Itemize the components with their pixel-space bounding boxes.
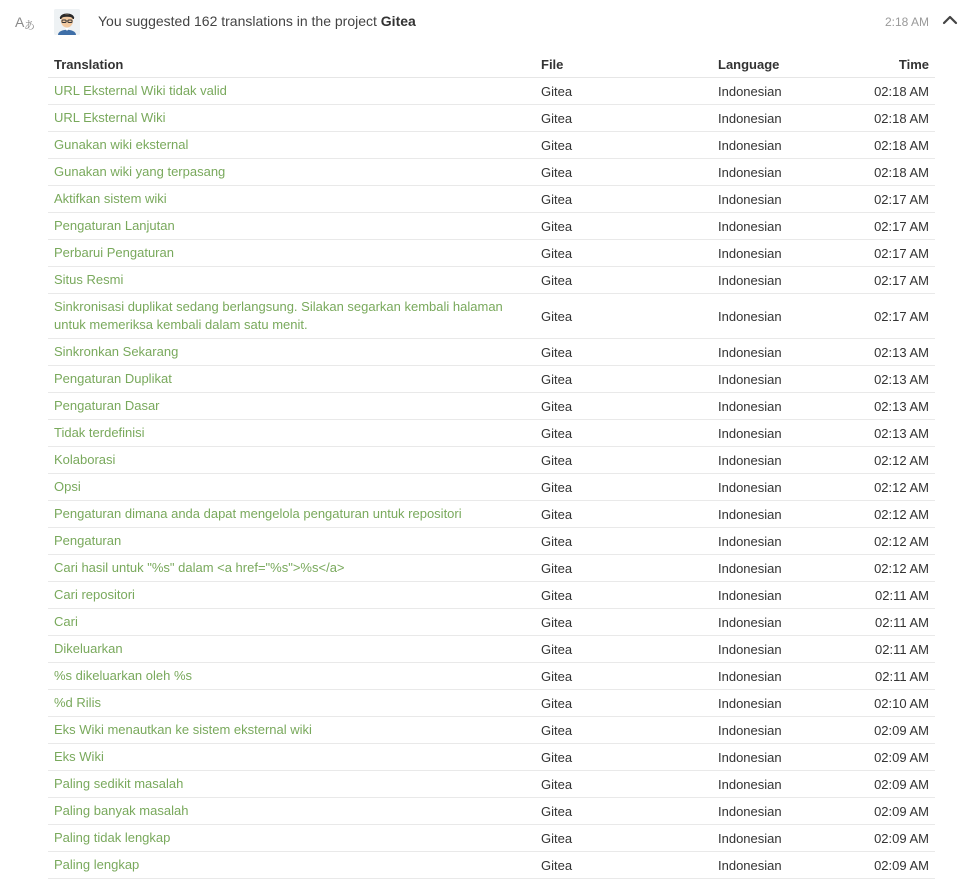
file-cell: Gitea xyxy=(535,366,712,393)
translation-cell xyxy=(48,771,535,798)
language-cell: Indonesian xyxy=(712,393,868,420)
table-row xyxy=(48,159,935,186)
column-header-language: Language xyxy=(712,51,868,78)
language-cell: Indonesian xyxy=(712,240,868,267)
file-cell: Gitea xyxy=(535,798,712,825)
language-cell: Indonesian xyxy=(712,186,868,213)
translation-cell xyxy=(48,528,535,555)
table-row xyxy=(48,105,935,132)
time-cell: 02:13 AM xyxy=(868,420,935,447)
translation-link[interactable]: Sinkronisasi duplikat sedang berlangsung. Silakan segarkan kembali halaman untuk memeriksa kembali dalam satu menit. xyxy=(54,299,503,332)
time-cell: 02:17 AM xyxy=(868,240,935,267)
file-cell: Gitea xyxy=(535,339,712,366)
time-cell: 02:10 AM xyxy=(868,690,935,717)
translation-cell xyxy=(48,420,535,447)
translation-cell xyxy=(48,825,535,852)
translation-cell xyxy=(48,366,535,393)
language-cell: Indonesian xyxy=(712,609,868,636)
language-cell: Indonesian xyxy=(712,447,868,474)
activity-time: 2:18 AM xyxy=(884,15,929,29)
table-header-row xyxy=(48,51,935,78)
language-cell: Indonesian xyxy=(712,294,868,339)
translation-cell xyxy=(48,501,535,528)
table-row xyxy=(48,393,935,420)
table-row xyxy=(48,213,935,240)
file-cell: Gitea xyxy=(535,717,712,744)
translation-link[interactable]: Cari hasil untuk "%s" dalam <a href="%s">%s</a> xyxy=(54,560,345,575)
time-cell: 02:11 AM xyxy=(868,663,935,690)
translation-link[interactable]: Eks Wiki menautkan ke sistem eksternal wiki xyxy=(54,722,312,737)
translation-cell xyxy=(48,582,535,609)
time-cell: 02:12 AM xyxy=(868,474,935,501)
language-cell: Indonesian xyxy=(712,636,868,663)
translation-link[interactable]: Pengaturan dimana anda dapat mengelola pengaturan untuk repositori xyxy=(54,506,462,521)
file-cell: Gitea xyxy=(535,609,712,636)
time-cell: 02:09 AM xyxy=(868,825,935,852)
language-cell: Indonesian xyxy=(712,771,868,798)
column-header-translation: Translation xyxy=(48,51,535,78)
language-cell: Indonesian xyxy=(712,852,868,879)
translation-link[interactable]: Paling lengkap xyxy=(54,857,140,872)
translation-cell xyxy=(48,159,535,186)
table-row xyxy=(48,528,935,555)
translation-link[interactable]: Opsi xyxy=(54,479,81,494)
translation-link[interactable]: Paling tidak lengkap xyxy=(54,830,171,845)
language-cell: Indonesian xyxy=(712,366,868,393)
language-cell: Indonesian xyxy=(712,474,868,501)
time-cell: 02:17 AM xyxy=(868,294,935,339)
time-cell: 02:09 AM xyxy=(868,717,935,744)
translation-cell xyxy=(48,240,535,267)
table-row xyxy=(48,555,935,582)
translation-link[interactable]: Pengaturan Lanjutan xyxy=(54,218,175,233)
translation-link[interactable]: %s dikeluarkan oleh %s xyxy=(54,668,193,683)
translation-cell xyxy=(48,105,535,132)
activity-header xyxy=(0,0,975,44)
translation-link[interactable]: Gunakan wiki yang terpasang xyxy=(54,164,226,179)
translation-link[interactable]: Dikeluarkan xyxy=(54,641,123,656)
translation-cell xyxy=(48,339,535,366)
language-cell: Indonesian xyxy=(712,78,868,105)
svg-text:A: A xyxy=(15,14,25,30)
translation-link[interactable]: Eks Wiki xyxy=(54,749,104,764)
time-cell: 02:13 AM xyxy=(868,366,935,393)
language-cell: Indonesian xyxy=(712,213,868,240)
time-cell: 02:11 AM xyxy=(868,609,935,636)
translation-link[interactable]: Gunakan wiki eksternal xyxy=(54,137,189,152)
file-cell: Gitea xyxy=(535,78,712,105)
file-cell: Gitea xyxy=(535,690,712,717)
table-row xyxy=(48,825,935,852)
table-row xyxy=(48,852,935,879)
translation-cell xyxy=(48,267,535,294)
language-cell: Indonesian xyxy=(712,528,868,555)
language-cell: Indonesian xyxy=(712,159,868,186)
translation-link[interactable]: Perbarui Pengaturan xyxy=(54,245,174,260)
translation-cell xyxy=(48,186,535,213)
table-row xyxy=(48,636,935,663)
time-cell: 02:12 AM xyxy=(868,447,935,474)
file-cell: Gitea xyxy=(535,636,712,663)
table-row xyxy=(48,798,935,825)
translation-cell xyxy=(48,78,535,105)
file-cell: Gitea xyxy=(535,240,712,267)
file-cell: Gitea xyxy=(535,132,712,159)
translation-link[interactable]: Situs Resmi xyxy=(54,272,124,287)
table-row xyxy=(48,267,935,294)
language-cell: Indonesian xyxy=(712,267,868,294)
translation-cell xyxy=(48,798,535,825)
column-header-time: Time xyxy=(868,51,935,78)
translation-link[interactable]: %d Rilis xyxy=(54,695,101,710)
translation-link[interactable]: Cari xyxy=(54,614,78,629)
file-cell: Gitea xyxy=(535,663,712,690)
language-cell: Indonesian xyxy=(712,132,868,159)
table-row xyxy=(48,366,935,393)
file-cell: Gitea xyxy=(535,555,712,582)
translation-link[interactable]: Sinkronkan Sekarang xyxy=(54,344,179,359)
translation-link[interactable]: Aktifkan sistem wiki xyxy=(54,191,167,206)
table-row xyxy=(48,663,935,690)
translation-link[interactable]: Pengaturan Dasar xyxy=(54,398,160,413)
translation-link[interactable]: Pengaturan Duplikat xyxy=(54,371,172,386)
file-cell: Gitea xyxy=(535,105,712,132)
column-header-file: File xyxy=(535,51,712,78)
translation-cell xyxy=(48,717,535,744)
language-cell: Indonesian xyxy=(712,105,868,132)
time-cell: 02:18 AM xyxy=(868,78,935,105)
user-avatar[interactable] xyxy=(54,9,80,35)
svg-text:あ: あ xyxy=(24,19,35,32)
language-cell: Indonesian xyxy=(712,744,868,771)
file-cell: Gitea xyxy=(535,393,712,420)
translation-link[interactable]: Pengaturan xyxy=(54,533,122,548)
file-cell: Gitea xyxy=(535,267,712,294)
translation-cell xyxy=(48,294,535,339)
translation-cell xyxy=(48,744,535,771)
file-cell: Gitea xyxy=(535,744,712,771)
table-row xyxy=(48,690,935,717)
file-cell: Gitea xyxy=(535,852,712,879)
table-row xyxy=(48,447,935,474)
time-cell: 02:12 AM xyxy=(868,555,935,582)
translation-link[interactable]: Paling banyak masalah xyxy=(54,803,189,818)
time-cell: 02:18 AM xyxy=(868,132,935,159)
table-row xyxy=(48,771,935,798)
language-cell: Indonesian xyxy=(712,420,868,447)
table-row xyxy=(48,339,935,366)
chevron-up-icon[interactable] xyxy=(941,14,959,26)
table-row xyxy=(48,294,935,339)
language-cell: Indonesian xyxy=(712,501,868,528)
table-row xyxy=(48,744,935,771)
translation-cell xyxy=(48,447,535,474)
file-cell: Gitea xyxy=(535,582,712,609)
translation-cell xyxy=(48,852,535,879)
table-row xyxy=(48,240,935,267)
table-row xyxy=(48,501,935,528)
file-cell: Gitea xyxy=(535,159,712,186)
time-cell: 02:12 AM xyxy=(868,501,935,528)
time-cell: 02:18 AM xyxy=(868,105,935,132)
time-cell: 02:09 AM xyxy=(868,771,935,798)
language-cell: Indonesian xyxy=(712,663,868,690)
table-row xyxy=(48,78,935,105)
table-row xyxy=(48,132,935,159)
activity-summary-text: You suggested 162 translations in the project xyxy=(98,13,377,29)
file-cell: Gitea xyxy=(535,528,712,555)
time-cell: 02:13 AM xyxy=(868,339,935,366)
translations-table xyxy=(48,51,935,879)
time-cell: 02:09 AM xyxy=(868,852,935,879)
file-cell: Gitea xyxy=(535,294,712,339)
table-row xyxy=(48,420,935,447)
translation-link[interactable]: URL Eksternal Wiki tidak valid xyxy=(54,83,227,98)
translation-cell xyxy=(48,690,535,717)
translation-link[interactable]: Cari repositori xyxy=(54,587,135,602)
language-cell: Indonesian xyxy=(712,825,868,852)
translation-cell xyxy=(48,213,535,240)
project-name[interactable]: Gitea xyxy=(380,13,416,29)
language-cell: Indonesian xyxy=(712,555,868,582)
file-cell: Gitea xyxy=(535,447,712,474)
time-cell: 02:12 AM xyxy=(868,528,935,555)
time-cell: 02:09 AM xyxy=(868,798,935,825)
time-cell: 02:17 AM xyxy=(868,213,935,240)
table-row xyxy=(48,474,935,501)
translation-cell xyxy=(48,132,535,159)
file-cell: Gitea xyxy=(535,186,712,213)
translation-link[interactable]: Kolaborasi xyxy=(54,452,116,467)
translation-link[interactable]: Paling sedikit masalah xyxy=(54,776,184,791)
table-row xyxy=(48,582,935,609)
language-cell: Indonesian xyxy=(712,798,868,825)
translation-link[interactable]: Tidak terdefinisi xyxy=(54,425,145,440)
translation-cell xyxy=(48,609,535,636)
translation-cell xyxy=(48,636,535,663)
translation-cell xyxy=(48,474,535,501)
language-cell: Indonesian xyxy=(712,690,868,717)
language-cell: Indonesian xyxy=(712,339,868,366)
time-cell: 02:11 AM xyxy=(868,582,935,609)
table-row xyxy=(48,186,935,213)
table-row xyxy=(48,609,935,636)
translation-link[interactable]: URL Eksternal Wiki xyxy=(54,110,166,125)
time-cell: 02:11 AM xyxy=(868,636,935,663)
file-cell: Gitea xyxy=(535,213,712,240)
activity-summary xyxy=(98,13,416,29)
language-cell: Indonesian xyxy=(712,717,868,744)
file-cell: Gitea xyxy=(535,420,712,447)
time-cell: 02:18 AM xyxy=(868,159,935,186)
time-cell: 02:13 AM xyxy=(868,393,935,420)
time-cell: 02:17 AM xyxy=(868,267,935,294)
file-cell: Gitea xyxy=(535,825,712,852)
translation-cell xyxy=(48,393,535,420)
table-row xyxy=(48,717,935,744)
translation-cell xyxy=(48,663,535,690)
file-cell: Gitea xyxy=(535,771,712,798)
language-cell: Indonesian xyxy=(712,582,868,609)
file-cell: Gitea xyxy=(535,474,712,501)
translation-cell xyxy=(48,555,535,582)
time-cell: 02:17 AM xyxy=(868,186,935,213)
file-cell: Gitea xyxy=(535,501,712,528)
translate-icon xyxy=(14,12,36,32)
time-cell: 02:09 AM xyxy=(868,744,935,771)
